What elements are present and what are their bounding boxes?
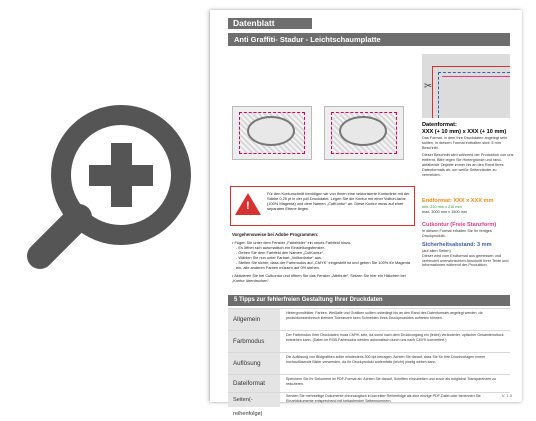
tip-label: Dateiformat — [228, 375, 280, 393]
scissors-icon: ✂ — [424, 81, 433, 92]
instruction-line: • Aktivieren Sie bei Cutkontur und öffnen Sie das Fenster „Attribute“. Setzen Sie hier ein Häkchen bei „Kontur überdrucken“. — [232, 273, 406, 283]
datenformat-heading: Datenformat: — [422, 122, 457, 128]
datenformat-section — [422, 122, 514, 177]
cutkontur-heading: Cutkontur (Freie Stanzform) — [422, 222, 497, 228]
version-footer: V. 1.0 — [501, 393, 512, 398]
cutkontur-section — [422, 222, 514, 239]
datenformat-value: XXX (+ 10 mm) x XXX (+ 10 mm) — [422, 129, 507, 135]
endformat-max: max. 3000 mm x 1500 mm — [422, 209, 467, 214]
cutkontur-desc: In diesem Format erhalten Sie Ihr fertiges Druckprodukt. — [422, 229, 492, 238]
format-diagram-cut-line — [432, 66, 510, 67]
zoom-in-magnifier-icon[interactable] — [0, 0, 200, 270]
format-diagram-cut-line-vertical — [432, 66, 433, 118]
tip-row — [228, 374, 510, 392]
datasheet-title: Anti Graffiti- Stadur - Leichtschaumplatte — [228, 33, 510, 46]
tip-text: Die Auflösung von Bildgrafiken sollte mindestens 300 dpi betragen. Achten Sie darauf, dass Sie für Ihre Druckvorlagen immer hochauflösende Bilder verwenden, da Ihr Druckprodukt andernfalls (leicht) pixelig wirken kann. — [286, 355, 486, 364]
contour-warning-box — [230, 186, 415, 226]
tip-row — [228, 330, 510, 352]
instruction-line: - Geben Sie dem Farbfeld den Namen „CutKontur“. — [236, 250, 325, 255]
tips-heading: 5 Tipps zur fehlerfreien Gestaltung Ihrer Druckdaten — [228, 295, 510, 306]
tip-text: Hintergrundbilder, Farben, Weißalle und Grafiken sollten unbedingt bis an den Rand des Datenformats angelegt werden, da produktionstechnisch kleinere Toleranzen beim Schneiden Ihres Druckproduktes auftreten können. — [286, 311, 483, 320]
tip-label: Auflösung — [228, 353, 280, 375]
tip-label: Farbmodus — [228, 331, 280, 353]
format-diagram-contour — [442, 76, 510, 77]
sicherheit-heading: Sicherheitsabstand: 3 mm — [422, 242, 492, 248]
format-diagram-safety-line — [438, 72, 510, 118]
tip-row — [228, 392, 510, 417]
instruction-line: - Wählen Sie nun unter Farbart „Volltonfarbe“ aus. — [236, 255, 323, 260]
warning-exclamation: ! — [246, 200, 250, 212]
endformat-section — [422, 198, 514, 215]
datenformat-desc2: Dieser Beschnitt wird während der Produktion von uns entfernt. Bitte legen Sie Hintergründe und rand-abfallende Objekte immer bis an den Rand Ihres Datenformats an, um weiße Seitenränder zu vermeiden. — [422, 153, 514, 177]
instructions-heading: Vorgehensweise bei Adobe Programmen: — [232, 232, 319, 237]
sicherheit-desc: Dieser wird vom Endformat aus gemessen und verhindert unerwünschten Anschnitt Ihrer Texte und Informationen während der Produktion. — [422, 253, 509, 268]
warning-text: Für den Konturschnitt benötigen wir von Ihnen eine vektorisierte Konturlinie mit der Stärke 0,25 pt in der pdf-Druckdatei. Legen Sie die Kontur mit einer Vollton-farbe (100% Magenta) und dem Namen „CutKontur“ an. Diese Kontur muss auf einer separaten Ebene liegen. — [267, 191, 410, 211]
datenformat-desc: Das Format, in dem Ihre Druckdaten angelegt sein sollten. In diesem Format enthalten sind: 5 mm Beschnitt. — [422, 136, 508, 150]
endformat-heading: Endformat: XXX x XXX mm — [422, 198, 494, 204]
example-thumbnail-right — [324, 106, 404, 160]
tip-label: Seiten(-reihenfolge) — [228, 393, 280, 407]
tip-text: Senden Sie mehrseitige Dokumente chronologisch in korrekter Reihenfolge als eine einzige PDF-Datei oder benennen Sie Einzeldokumente entsprechend mit fortlaufenden Seitennummern. — [286, 394, 481, 403]
tip-label: Allgemein — [228, 309, 280, 331]
example-thumbnail-left — [232, 106, 312, 160]
instruction-line: • Fügen Sie unter dem Fenster „Farbfelder“ ein neues Farbfeld hinzu. — [232, 240, 352, 245]
sicherheit-section — [422, 242, 514, 268]
tip-row — [228, 308, 510, 330]
datasheet-tab: Datenblatt — [228, 18, 312, 29]
adobe-instructions — [232, 232, 417, 283]
tip-row — [228, 352, 510, 374]
instruction-line: - Es öffnet sich automatisch ein Einstellungsfenster. — [236, 245, 325, 250]
sicherheit-sub: (auf allen Seiten) — [422, 249, 451, 253]
datasheet-page — [210, 10, 522, 417]
endformat-min: min. 210 mm x 210 mm — [422, 205, 462, 209]
instruction-line: - Stellen Sie sicher, dass der Farbmodus auf „CMYK“ eingestellt ist und geben Sie 100% für Magenta ein, alle anderen Farben müssen auf 0% stehen. — [236, 260, 411, 270]
tip-text: Der Farbmodus Ihrer Druckdaten muss CMYK sein, da sonst nach dem Druckvorgang ein (leicht) veränderter, optischer Gesamteindruck entstehen kann. (Daten im RGB-Farbmodus werden automatisch durch uns nach CMYK konvertiert.) — [286, 333, 504, 342]
tip-text: Speichern Sie Ihr Dokument im PDF-Format ab. Achten Sie darauf, Schriften einzubetten und zuvor als möglichst Transparenzen zu reduzieren. — [286, 377, 496, 386]
